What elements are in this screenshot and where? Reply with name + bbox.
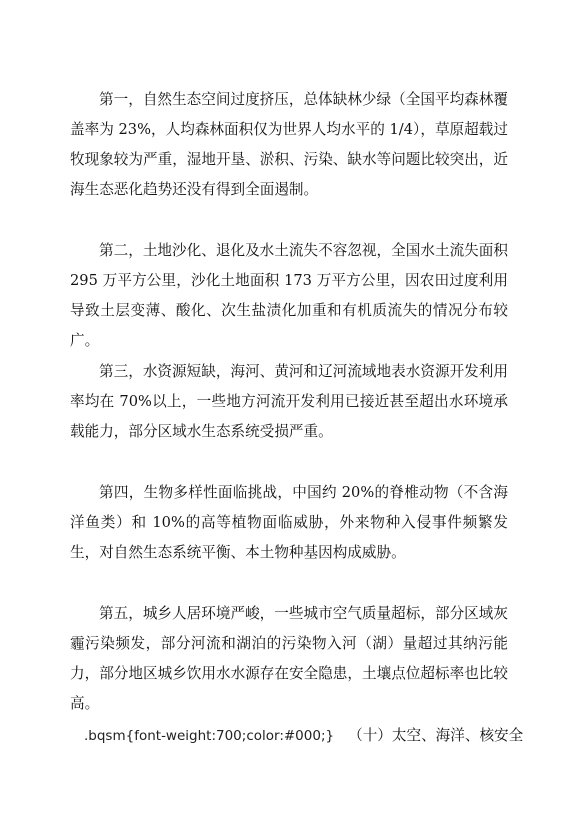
footer-line xyxy=(84,721,524,751)
stray-css-text: .bqsm{font-weight:700;color:#000;} xyxy=(84,728,335,744)
paragraph-2: 第二，土地沙化、退化及水土流失不容忽视，全国水土流失面积 295 万平方公里，沙化土地面积 173 万平方公里，因农田过度利用导致土层变薄、酸化、次生盐渍化加重和有机质流失的情况分布较广。 xyxy=(70,242,508,349)
paragraph-1: 第一，自然生态空间过度挤压，总体缺林少绿（全国平均森林覆盖率为 23%，人均森林面积仅为世界人均水平的 1/4），草原超载过牧现象较为严重，湿地开垦、淤积、污染、缺水等问题比较突出，近海生态恶化趋势还没有得到全面遏制。 xyxy=(70,91,508,198)
section-heading: （十）太空、海洋、核安全 xyxy=(348,727,524,744)
paragraph-4: 第四，生物多样性面临挑战，中国约 20%的脊椎动物（不含海洋鱼类）和 10%的高等植物面临威胁，外来物种入侵事件频繁发生，对自然生态系统平衡、本土物种基因构成威胁。 xyxy=(70,484,508,561)
paragraph-3: 第三，水资源短缺，海河、黄河和辽河流域地表水资源开发利用率均在 70%以上，一些地方河流开发利用已接近甚至超出水环境承载能力，部分区域水生态系统受损严重。 xyxy=(70,363,508,440)
paragraph-5: 第五，城乡人居环境严峻，一些城市空气质量超标，部分区域灰霾污染频发，部分河流和湖泊的污染物入河（湖）量超过其纳污能力，部分地区城乡饮用水水源存在安全隐患，土壤点位超标率也比较高。 xyxy=(70,605,508,712)
